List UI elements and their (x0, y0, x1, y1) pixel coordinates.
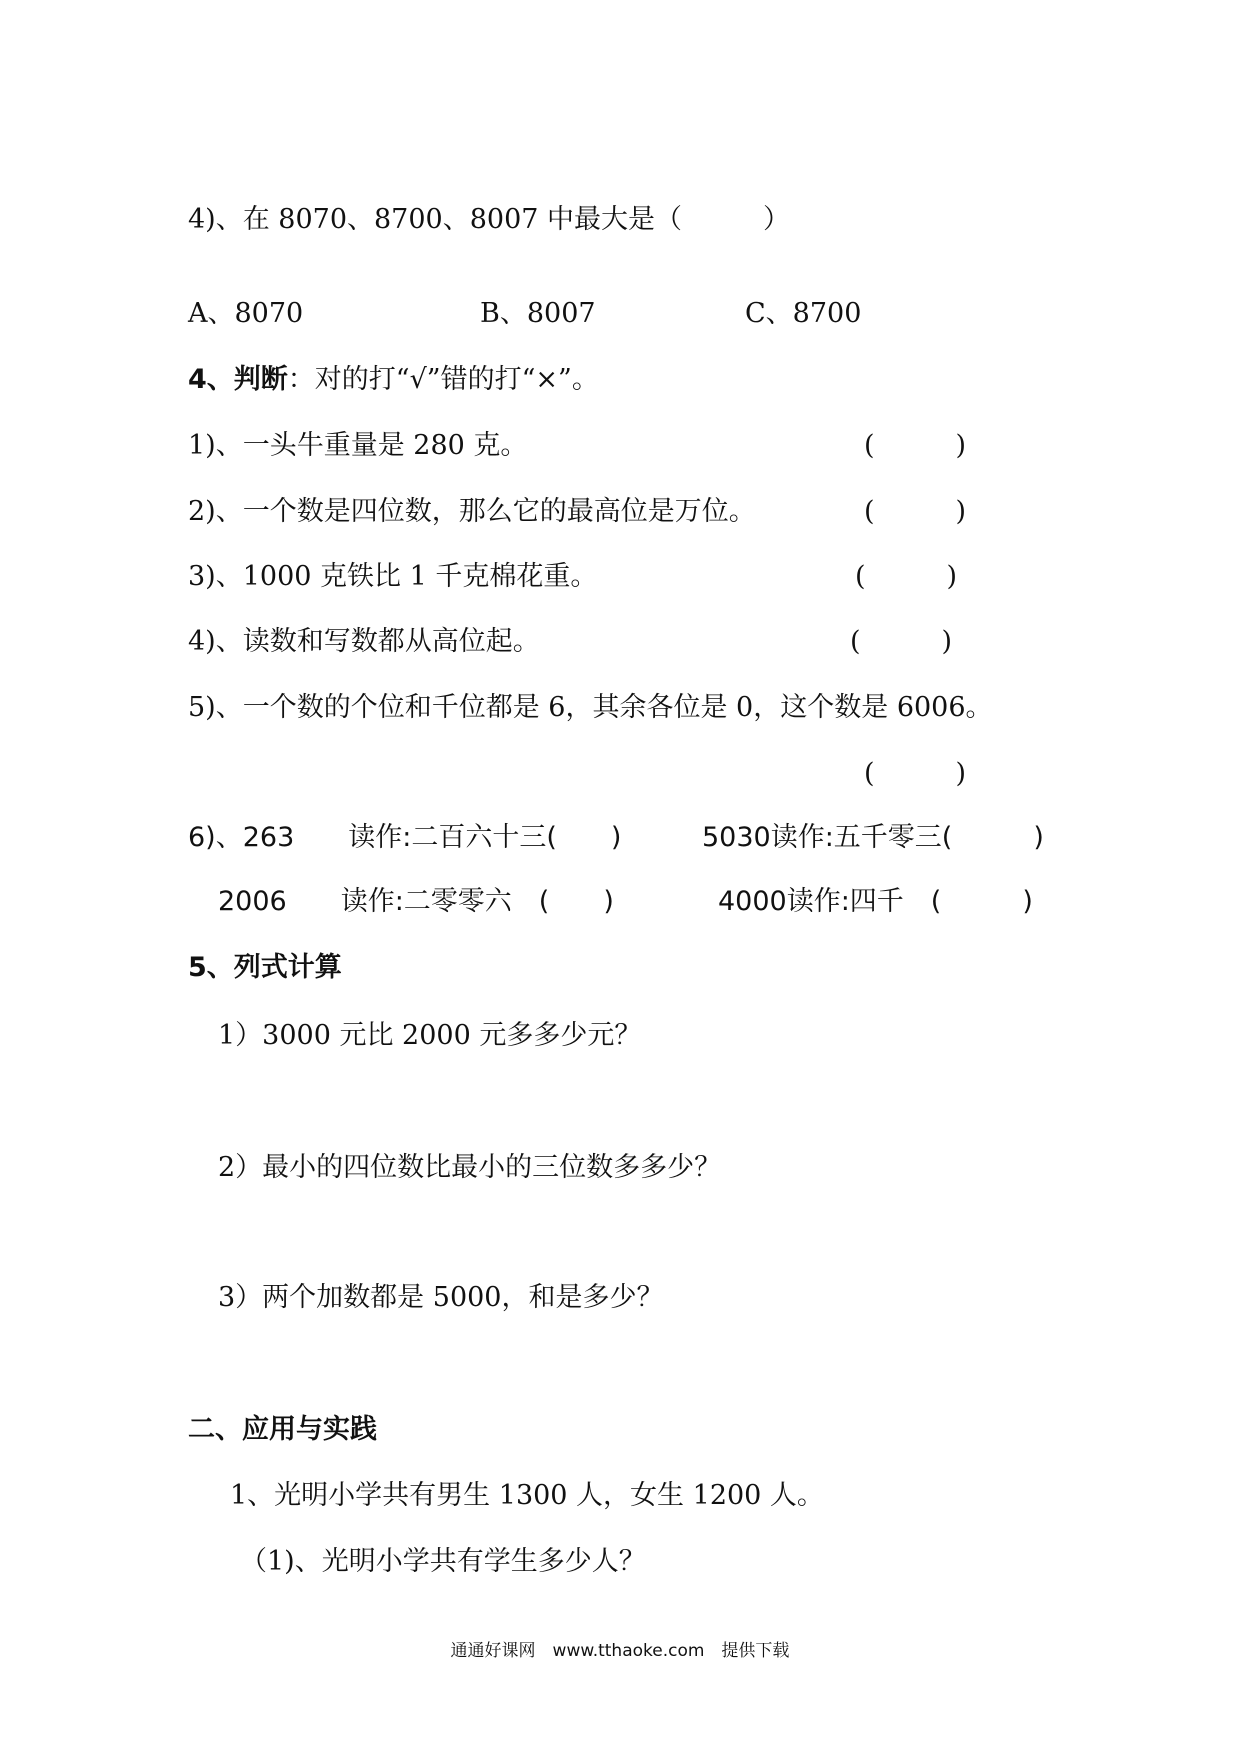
judge-item-6a: 6)、263 读作:二百六十三( ) (188, 822, 622, 853)
section-4-header (188, 362, 599, 398)
answer-parentheses-5[interactable]: ( ) (864, 758, 967, 789)
part-2-heading: 二、应用与实践 (188, 1414, 377, 1445)
judge-item-6b: 5030读作:五千零三( ) (702, 822, 1044, 853)
calc-item-1: 1）3000 元比 2000 元多多少元？ (218, 1020, 642, 1051)
calc-item-3: 3）两个加数都是 5000，和是多少？ (218, 1282, 664, 1313)
application-sub-question-1: （1)、光明小学共有学生多少人？ (240, 1546, 646, 1577)
question-4-choice: 4)、在 8070、8700、8007 中最大是（ ） (188, 204, 791, 235)
answer-parentheses-3[interactable]: ( ) (855, 561, 958, 592)
option-c: C、8700 (745, 298, 862, 329)
judge-item-2: 2)、一个数是四位数，那么它的最高位是万位。 (188, 496, 756, 527)
calc-item-2: 2）最小的四位数比最小的三位数多多少？ (218, 1152, 722, 1183)
answer-parentheses-4[interactable]: ( ) (850, 626, 953, 657)
page-footer: 通通好课网 www.tthaoke.com 提供下载 (450, 1641, 790, 1661)
answer-parentheses-1[interactable]: ( ) (864, 430, 967, 461)
judge-item-3: 3)、1000 克铁比 1 千克棉花重。 (188, 561, 598, 592)
option-a: A、8070 (188, 298, 304, 329)
section-5-heading: 5、列式计算 (188, 952, 342, 983)
answer-parentheses-2[interactable]: ( ) (864, 496, 967, 527)
judge-item-6c: 2006 读作:二零零六 ( ) (218, 886, 614, 917)
option-b: B、8007 (480, 298, 596, 329)
application-problem-1: 1、光明小学共有男生 1300 人，女生 1200 人。 (230, 1480, 824, 1511)
judge-item-1: 1)、一头牛重量是 280 克。 (188, 430, 528, 461)
section-4-instruction: ：对的打“√”错的打“×”。 (287, 364, 599, 395)
judge-item-6d: 4000读作:四千 ( ) (718, 886, 1033, 917)
judge-item-5: 5)、一个数的个位和千位都是 6，其余各位是 0，这个数是 6006。 (188, 692, 993, 723)
section-4-heading: 4、判断 (188, 364, 288, 395)
judge-item-4: 4)、读数和写数都从高位起。 (188, 626, 540, 657)
